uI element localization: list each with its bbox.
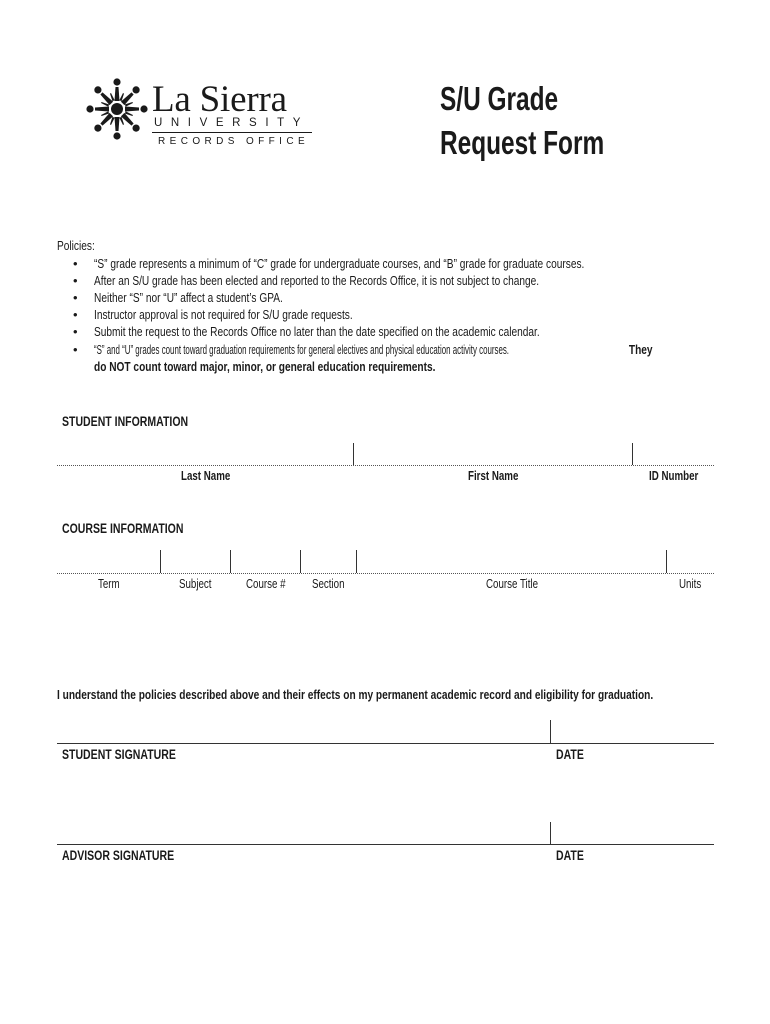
id-number-label: ID Number <box>649 469 699 483</box>
id-number-field[interactable] <box>634 442 714 464</box>
advisor-date-field[interactable] <box>552 822 714 844</box>
bullet: • <box>73 324 78 339</box>
field-divider <box>356 550 357 573</box>
subject-field[interactable] <box>162 550 229 572</box>
student-signature-line <box>57 743 714 744</box>
form-title-line2: Request Form <box>440 124 605 161</box>
course-title-field[interactable] <box>358 550 666 572</box>
policies-heading: Policies: <box>57 238 95 253</box>
units-field[interactable] <box>668 550 714 572</box>
policy-item-emphasis: They <box>628 342 653 357</box>
bullet: • <box>73 342 78 357</box>
course-info-heading: COURSE INFORMATION <box>62 521 184 536</box>
bullet: • <box>73 290 78 305</box>
last-name-label: Last Name <box>181 469 231 483</box>
logo-university-text: UNIVERSITY <box>154 117 310 129</box>
units-label: Units <box>679 577 702 591</box>
student-date-field[interactable] <box>552 720 714 742</box>
course-number-field[interactable] <box>231 550 300 572</box>
field-divider <box>300 550 301 573</box>
advisor-signature-field[interactable] <box>57 822 549 844</box>
course-number-label: Course # <box>246 577 286 591</box>
form-title-line1: S/U Grade <box>440 80 559 117</box>
field-divider <box>230 550 231 573</box>
policy-item: Neither “S” nor “U” affect a student’s GPA. <box>94 290 283 305</box>
acknowledgement-text: I understand the policies described above and their effects on my permanent academic record and eligibility for graduation. <box>57 687 654 702</box>
student-date-label: DATE <box>556 747 584 762</box>
advisor-signature-line <box>57 844 714 845</box>
advisor-date-label: DATE <box>556 848 584 863</box>
bullet: • <box>73 256 78 271</box>
student-info-line <box>57 465 714 466</box>
subject-label: Subject <box>179 577 212 591</box>
logo-divider <box>152 132 312 133</box>
policy-item-continued: do NOT count toward major, minor, or general education requirements. <box>94 359 436 374</box>
logo-wordmark: La Sierra <box>152 79 287 120</box>
bullet: • <box>73 273 78 288</box>
term-field[interactable] <box>57 550 160 572</box>
advisor-signature-label: ADVISOR SIGNATURE <box>62 848 175 863</box>
last-name-field[interactable] <box>57 442 353 464</box>
policy-item-text: “S” and “U” grades count toward graduation requirements for general electives and physical education activity courses. <box>94 342 510 357</box>
field-divider <box>666 550 667 573</box>
course-title-label: Course Title <box>486 577 539 591</box>
logo-office-text: RECORDS OFFICE <box>158 136 310 147</box>
field-divider <box>632 443 633 465</box>
policy-item: Instructor approval is not required for S/U grade requests. <box>94 307 353 322</box>
field-divider <box>550 822 551 844</box>
course-info-line <box>57 573 714 574</box>
section-field[interactable] <box>302 550 356 572</box>
field-divider <box>550 720 551 743</box>
policy-item: After an S/U grade has been elected and reported to the Records Office, it is not subject to change. <box>94 273 540 288</box>
policy-item: “S” grade represents a minimum of “C” grade for undergraduate courses, and “B” grade for graduate courses. <box>94 256 585 271</box>
university-logo-icon <box>84 76 150 142</box>
bullet: • <box>73 307 78 322</box>
student-signature-label: STUDENT SIGNATURE <box>62 747 176 762</box>
first-name-field[interactable] <box>355 442 631 464</box>
section-label: Section <box>312 577 345 591</box>
term-label: Term <box>98 577 120 591</box>
policy-item <box>94 342 770 357</box>
student-signature-field[interactable] <box>57 720 549 742</box>
student-info-heading: STUDENT INFORMATION <box>62 414 189 429</box>
field-divider <box>160 550 161 573</box>
first-name-label: First Name <box>468 469 519 483</box>
policy-item: Submit the request to the Records Office no later than the date specified on the academic calendar. <box>94 324 540 339</box>
field-divider <box>353 443 354 465</box>
